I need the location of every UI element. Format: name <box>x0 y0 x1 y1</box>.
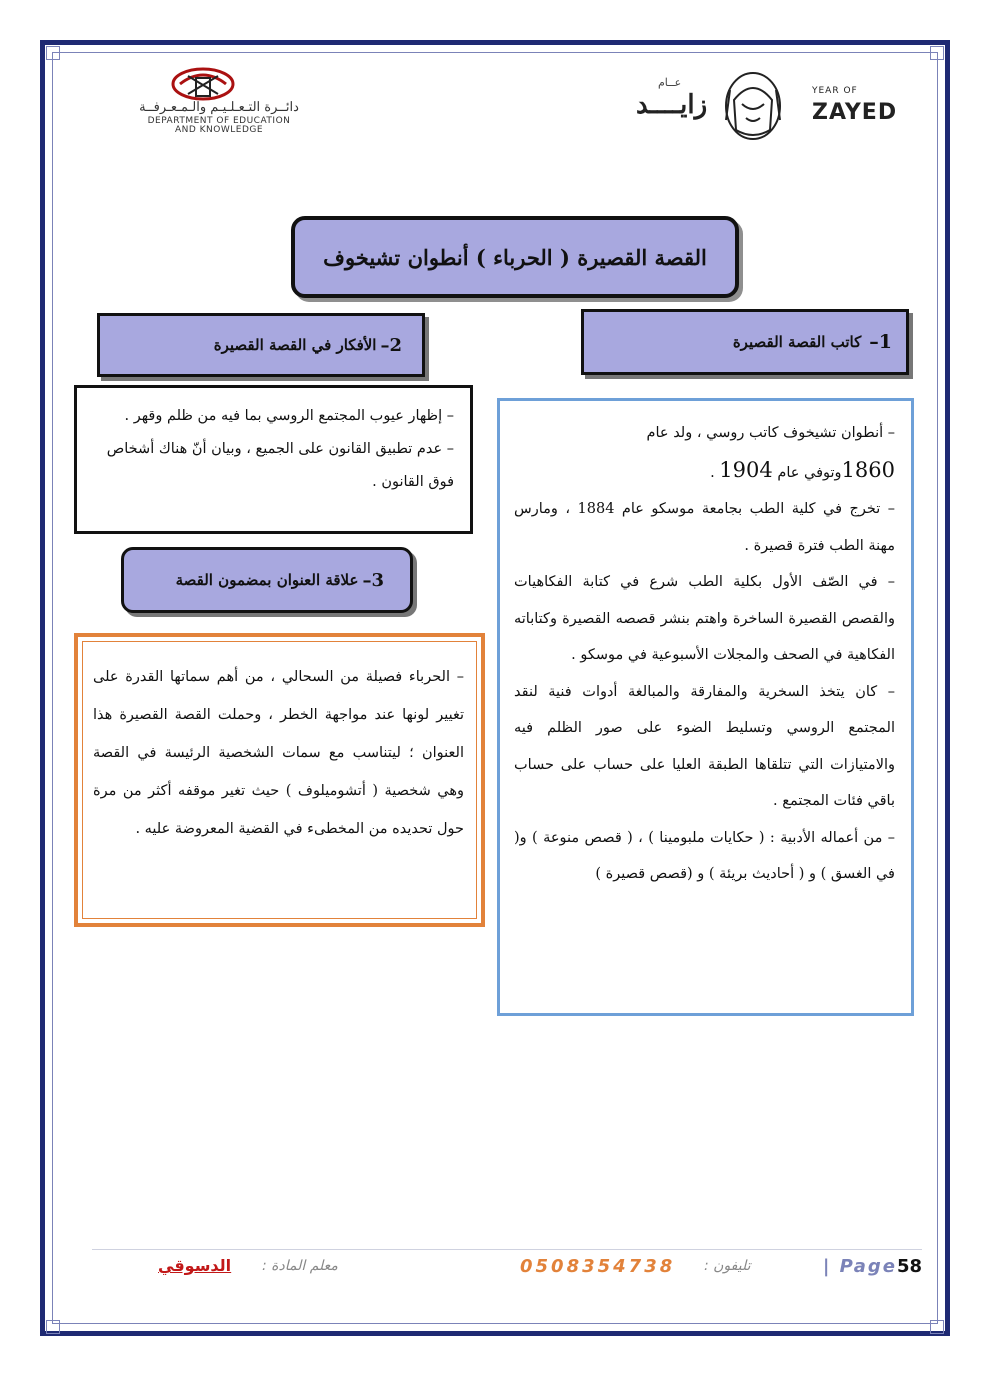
frame-corner <box>930 46 944 60</box>
ideas-box <box>74 385 473 534</box>
author-death-label: وتوفي عام <box>777 464 842 481</box>
phone-number: 0508354738 <box>520 1256 676 1277</box>
section3-header <box>121 547 413 613</box>
zayed-portrait-icon <box>722 70 784 142</box>
author-intro: – أنطوان تشيخوف كاتب روسي ، ولد عام <box>646 425 895 441</box>
author-item: – تخرج في كلية الطب بجامعة موسكو عام 1884 ، ومارس مهنة الطب فترة قصيرة . <box>514 501 895 554</box>
ideas-item: – إظهار عيوب المجتمع الروسي بما فيه من ظلم وقهر . <box>124 408 454 424</box>
section1-header <box>581 309 909 375</box>
frame-corner <box>930 1320 944 1334</box>
falcon-emblem-icon <box>170 66 236 102</box>
footer <box>92 1256 922 1286</box>
author-item: – من أعماله الأدبية : ( حكايات ملبومينا ) ، ( قصص منوعة ) و( في الغسق ) و ( أحاديث بريئة ) و (قصص قصيرة ) <box>514 829 895 882</box>
section3-label: علاقة العنوان بمضمون القصة <box>175 571 359 589</box>
ideas-item: – عدم تطبيق القانون على الجميع ، وبيان أنّ هناك أشخاص فوق القانون . <box>106 441 454 490</box>
footer-divider <box>92 1249 922 1250</box>
teacher-name: الدسوقي <box>158 1256 232 1275</box>
author-item: – في الصّف الأول بكلية الطب شرع في كتابة الفكاهيات والقصص القصيرة الساخرة واهتم بنشر قصصه القصيرة وكتاباته الفكاهية في الصحف والمجلات الأسبوعية في موسكو . <box>514 574 895 663</box>
section1-label: كاتب القصة القصيرة <box>732 333 862 351</box>
teacher-label: معلم المادة : <box>262 1258 338 1274</box>
page-number: 58 <box>896 1256 922 1277</box>
title-relation-inner <box>82 641 477 919</box>
dept-en-line2: AND KNOWLEDGE <box>174 125 264 135</box>
dept-en-line1: DEPARTMENT OF EDUCATION <box>147 116 291 126</box>
phone-label: تليفون : <box>704 1258 751 1274</box>
author-item: – أنطوان تشيخوف كاتب روسي ، ولد عام 1860وتوفي عام 1904 . <box>646 425 895 482</box>
frame-corner <box>46 46 60 60</box>
page-title-text: القصة القصيرة ( الحرباء ) أنطوان تشيخوف <box>323 244 707 270</box>
year-of-zayed-logo <box>636 70 898 160</box>
author-death-year: 1904 <box>719 457 773 482</box>
dept-ar: دائــرة التـعـلـيـم والـمـعـرفــة <box>139 100 299 115</box>
zayed-en: ZAYED <box>812 100 898 125</box>
author-item: – كان يتخذ السخرية والمفارقة والمبالغة أدوات فنية لنقد المجتمع الروسي وتسليط الضوء على صور الظلم فيه والامتيازات التي تتلقاها الطبقة العليا على حساب على حساب باقي فئات المجتمع . <box>514 683 895 809</box>
page-indicator <box>823 1256 922 1277</box>
section2-header <box>97 313 425 377</box>
title-relation-box <box>74 633 485 927</box>
author-box <box>497 398 914 1016</box>
frame-corner <box>46 1320 60 1334</box>
section1-number: 1– <box>869 331 892 353</box>
page-label: | Page <box>822 1256 897 1277</box>
page-title <box>291 216 739 298</box>
zayed-ar-small: عــام <box>658 76 682 89</box>
department-logo <box>88 66 350 136</box>
section3-number: 3– <box>362 569 384 591</box>
section2-number: 2– <box>380 334 402 356</box>
author-birth-year: 1860 <box>841 457 895 482</box>
title-relation-text: – الحرباء فصيلة من السحالي ، من أهم سماتها القدرة على تغيير لونها عند مواجهة الخطر ، وحملت القصة القصيرة هذا العنوان ؛ ليتناسب مع سمات الشخصية الرئيسة في القصة وهي شخصية ( أتشوميلوف ) حيث تغير موقفه أكثر من مرة حول تحديده من المخطىء في القضية المعروضة عليه . <box>93 669 464 837</box>
zayed-en-small: YEAR OF <box>812 86 858 96</box>
zayed-ar: زايــــد <box>636 90 708 120</box>
section2-label: الأفكار في القصة القصيرة <box>213 336 377 354</box>
